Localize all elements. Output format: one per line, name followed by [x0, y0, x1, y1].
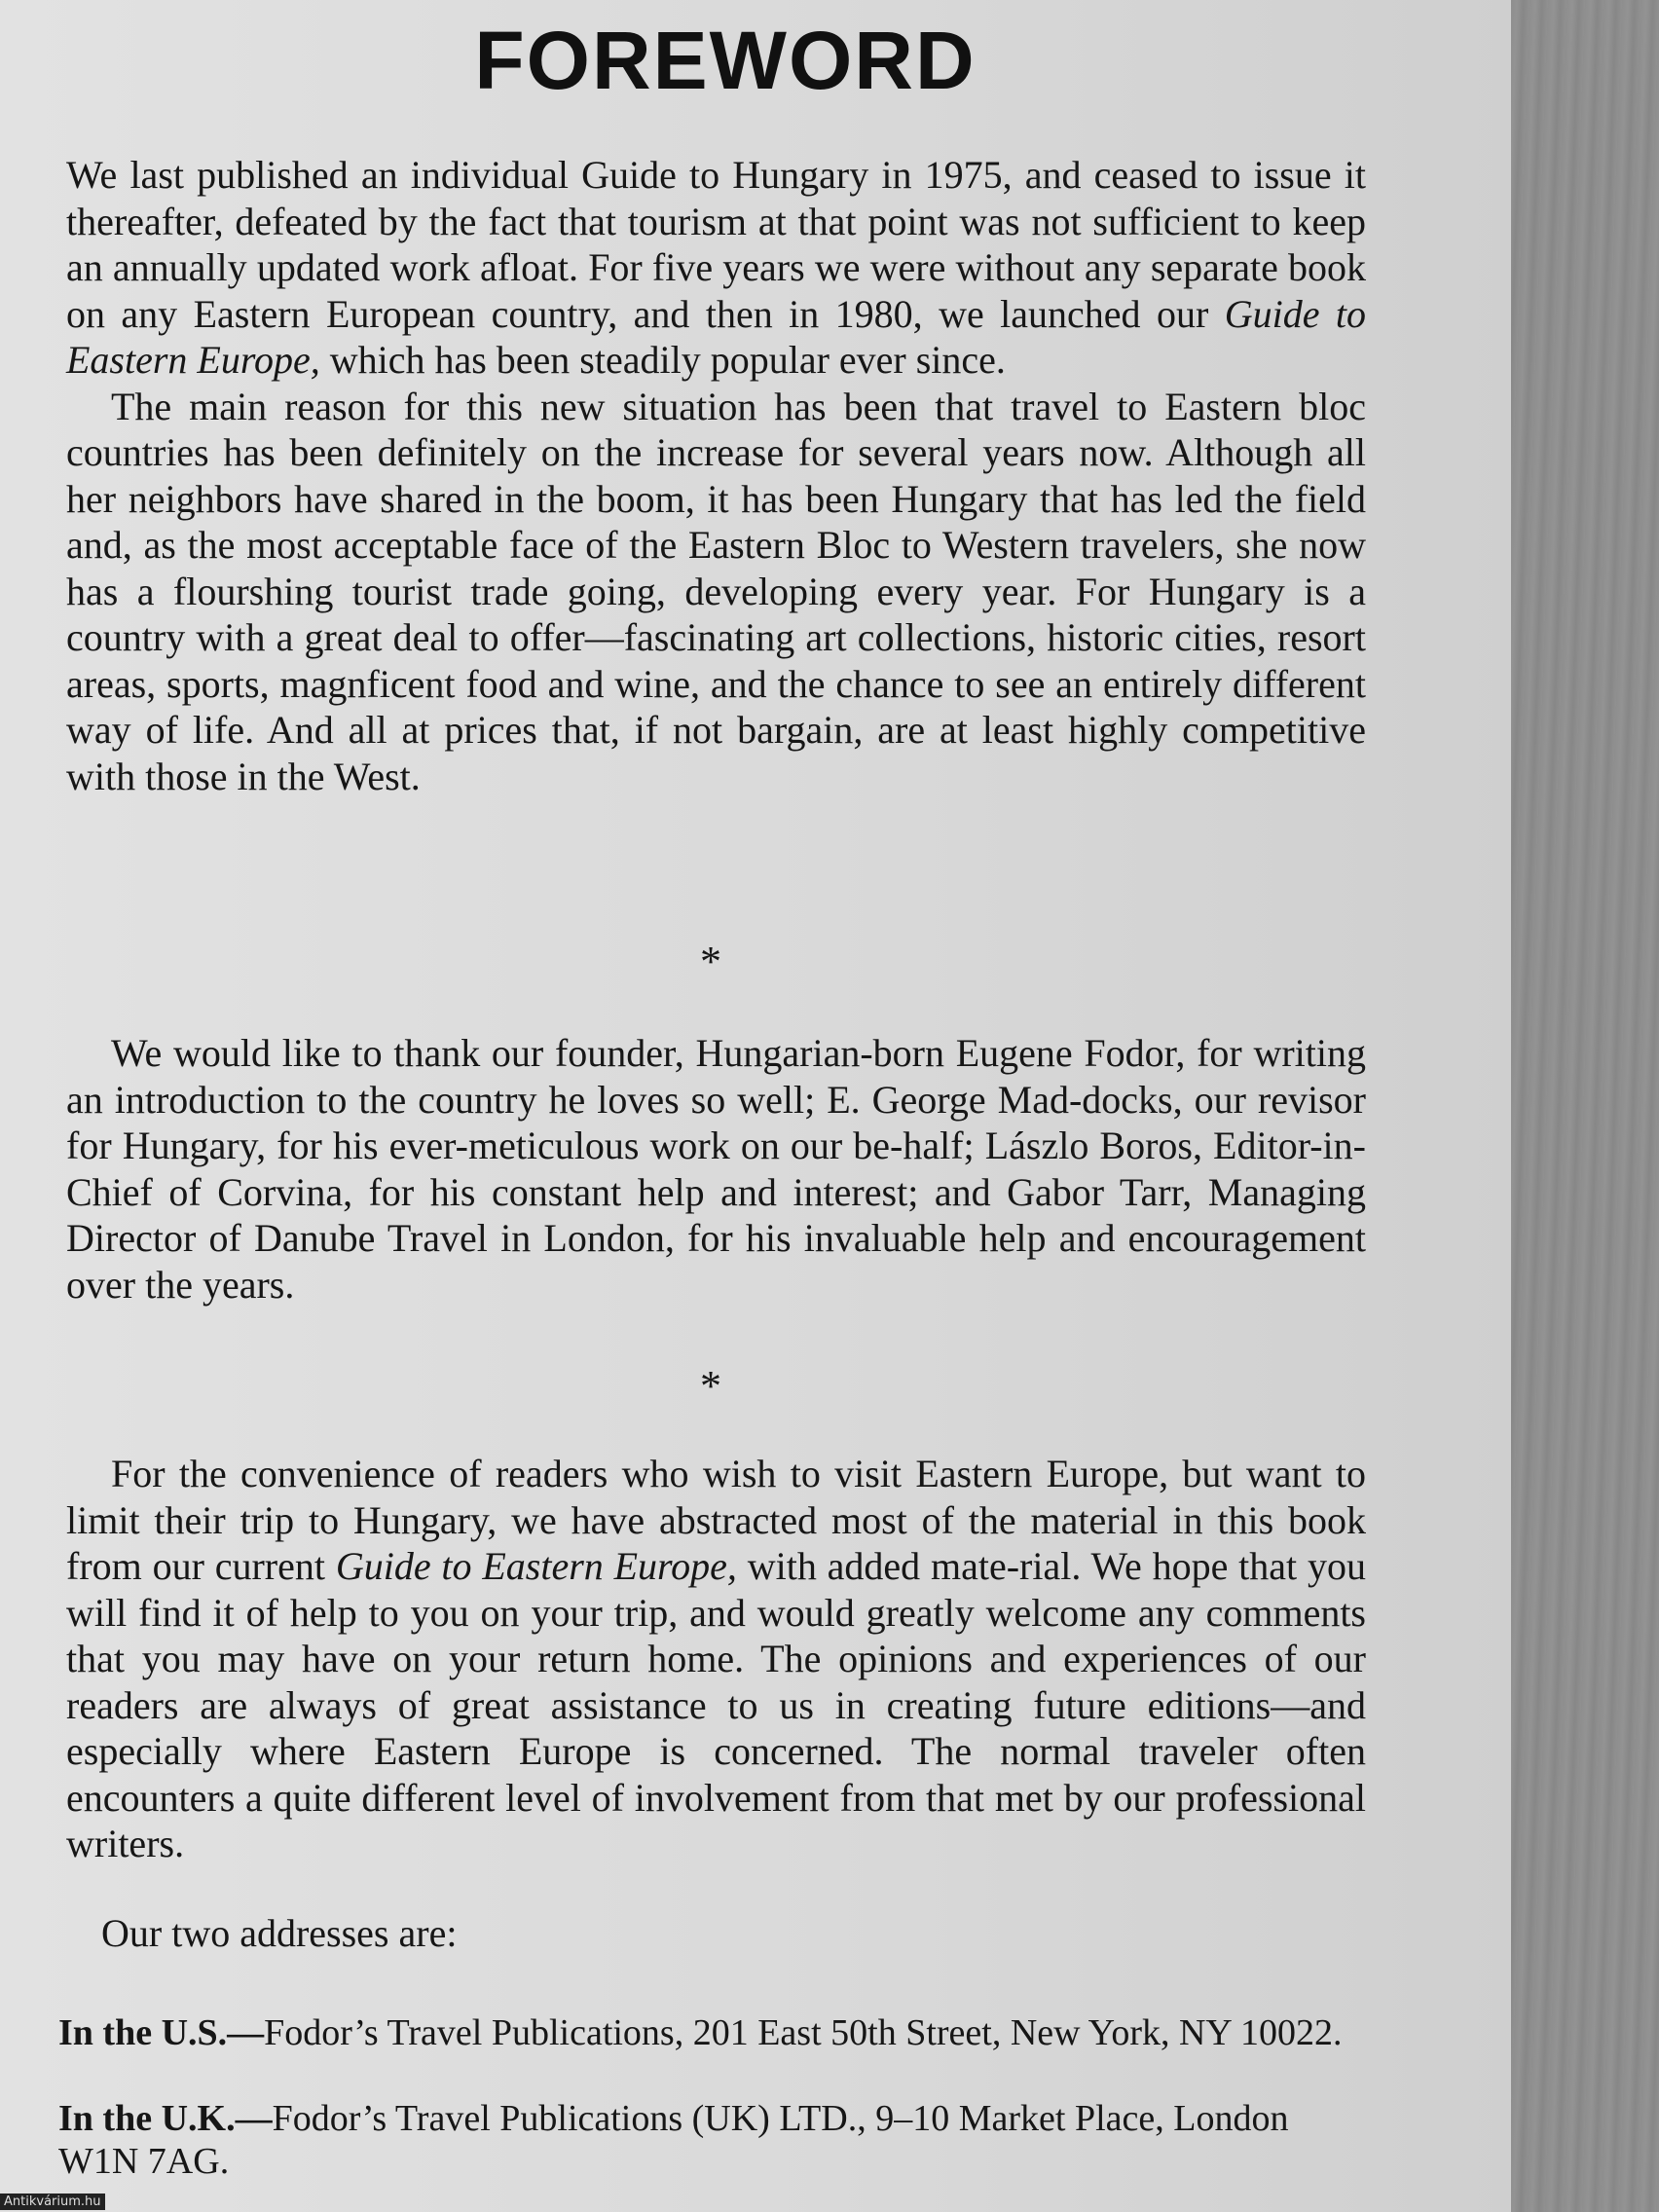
- page-title: FOREWORD: [474, 15, 977, 106]
- table-background: [1511, 0, 1659, 2212]
- address-us-text: Fodor’s Travel Publications, 201 East 50th Street, New York, NY 10022.: [264, 2012, 1343, 2053]
- acknowledgements-section: [66, 1030, 1366, 1308]
- separator-star: *: [700, 1362, 721, 1410]
- addresses-intro: Our two addresses are:: [101, 1911, 458, 1955]
- book-title-italic: Guide to Eastern Europe,: [66, 291, 1366, 382]
- paragraph-history: We last published an individual Guide to Hungary in 1975, and ceased to issue it thereafter, defeated by the fact that tourism at that point was not sufficient to keep an annually updated work afloat. For five years we were without any separate book on any Eastern European country, and then in 1980, we launched our Guide to Eastern Europe, which has been steadily popular ever since.: [66, 153, 1366, 382]
- watermark: Antikvárium.hu: [0, 2194, 105, 2210]
- paragraph-thanks: We would like to thank our founder, Hungarian-born Eugene Fodor, for writing an introduction to the country he loves so well; E. George Mad-docks, our revisor for Hungary, for his ever-meticulous work on our be-half; Lászlo Boros, Editor-in-Chief of Corvina, for his constant help and interest; and Gabor Tarr, Managing Director of Danube Travel in London, for his invaluable help and encouragement over the years.: [66, 1031, 1366, 1307]
- readers-section: [66, 1451, 1366, 1867]
- address-uk-label: In the U.K.—: [58, 2098, 273, 2139]
- foreword-section-1: [66, 152, 1366, 799]
- separator-star: *: [700, 938, 721, 985]
- address-uk-text: Fodor’s Travel Publications (UK) LTD., 9–10 Market Place, London W1N 7AG.: [58, 2098, 1289, 2182]
- address-us-label: In the U.S.—: [58, 2012, 265, 2053]
- address-uk: [58, 2097, 1344, 2183]
- paragraph-readers: For the convenience of readers who wish to visit Eastern Europe, but want to limit their trip to Hungary, we have abstracted most of the material in this book from our current Guide to Eastern Europe, with added mate-rial. We hope that you will find it of help to you on your trip, and would greatly welcome any comments that you may have on your return home. The opinions and experiences of our readers are always of great assistance to us in creating future editions—and especially where Eastern Europe is concerned. The normal traveler often encounters a quite different level of involvement from that met by our professional writers.: [66, 1452, 1366, 1865]
- paragraph-reason: The main reason for this new situation has been that travel to Eastern bloc countries has been definitely on the increase for several years now. Although all her neighbors have shared in the boom, it has been Hungary that has led the field and, as the most acceptable face of the Eastern Bloc to Western travelers, she now has a flourshing tourist trade going, developing every year. For Hungary is a country with a great deal to offer—fascinating art collections, historic cities, resort areas, sports, magnficent food and wine, and the chance to see an entirely different way of life. And all at prices that, if not bargain, are at least highly competitive with those in the West.: [66, 384, 1366, 798]
- address-us: [58, 2011, 1344, 2054]
- book-title-italic: Guide to Eastern Europe,: [335, 1544, 737, 1588]
